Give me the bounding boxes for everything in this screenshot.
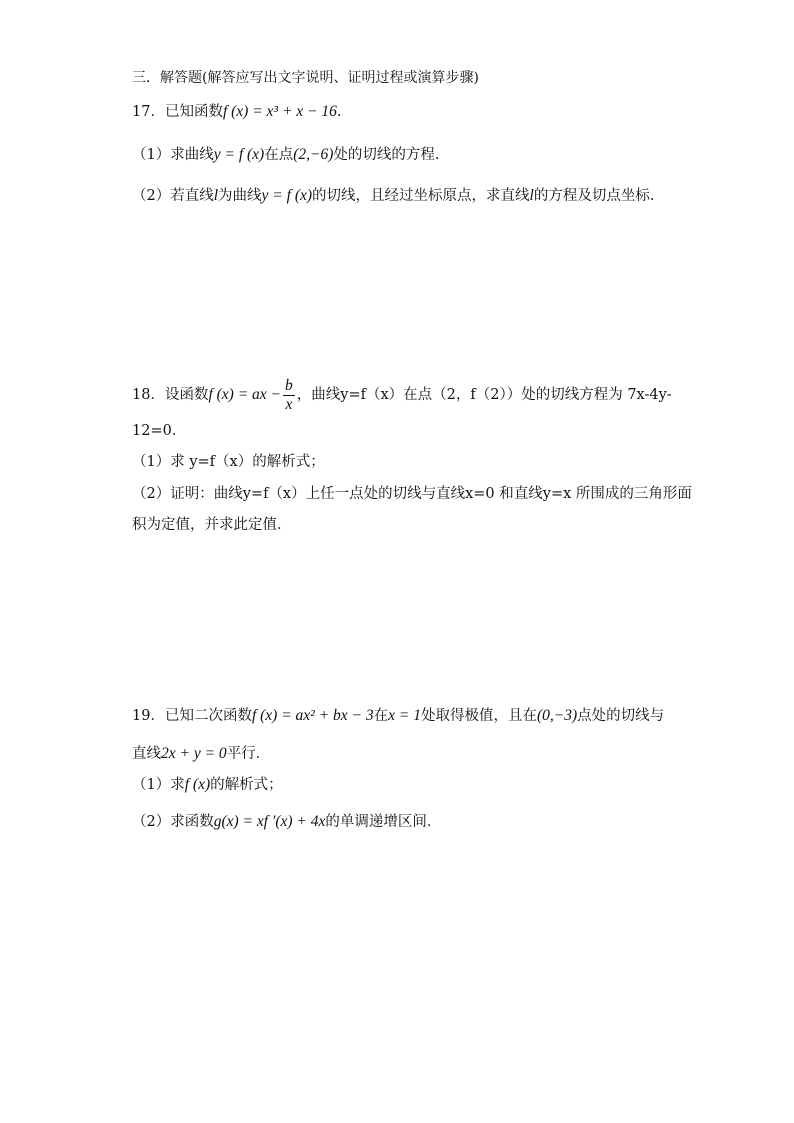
- text: （1）求曲线: [132, 147, 214, 163]
- fraction-numerator: b: [285, 376, 293, 394]
- text: 直线: [132, 746, 161, 762]
- problem-17-stem: [132, 102, 341, 122]
- punct: .: [336, 104, 342, 120]
- math: y = f (x): [261, 187, 313, 204]
- math: (0,−3): [536, 707, 578, 724]
- text: 在: [373, 708, 389, 724]
- problem-19-stem: [132, 706, 664, 726]
- section-heading: 三．解答题(解答应写出文字说明、证明过程或演算步骤): [132, 70, 479, 86]
- text: ，曲线y=f（x）在点（2，f（2））处的切线方程为 7x-4y-: [296, 387, 672, 403]
- problem-18-part-1: （1）求 y=f（x）的解析式；: [132, 454, 325, 470]
- math: l: [529, 187, 534, 204]
- text: 处取得极值，且在: [420, 708, 537, 724]
- text: 的方程及切点坐标.: [533, 188, 655, 204]
- math: y = f (x): [213, 146, 265, 163]
- text: 平行．: [226, 746, 271, 762]
- math: f (x): [184, 776, 211, 793]
- math: 2x + y = 0: [161, 745, 227, 762]
- problem-19-part-2: [132, 812, 441, 832]
- text: 为曲线: [218, 188, 262, 204]
- math: l: [213, 187, 219, 204]
- math: g(x) = xf ′(x) + 4x: [213, 813, 326, 830]
- text: 的切线，且经过坐标原点，求直线: [312, 188, 530, 204]
- problem-19-part-1: [132, 775, 283, 795]
- problem-18-stem: [132, 375, 672, 415]
- problem-19-number: 19．已知二次函数: [132, 708, 252, 724]
- problem-18-number: 18．设函数: [132, 387, 209, 403]
- fraction: [283, 377, 295, 414]
- problem-19-line-2: [132, 744, 270, 764]
- math: x = 1: [388, 707, 421, 724]
- text: （2）若直线: [132, 188, 214, 204]
- problem-17-number: 17．已知函数: [132, 104, 223, 120]
- text: 的单调递增区间．: [325, 814, 442, 830]
- problem-18-part-2-continued: 积为定值，并求此定值．: [132, 517, 292, 533]
- problem-17-part-1: [132, 145, 440, 165]
- text: 的解析式；: [210, 777, 283, 793]
- text: （1）求: [132, 777, 185, 793]
- math: f (x) = ax² + bx − 3: [251, 707, 374, 724]
- problem-17-part-2: [132, 186, 654, 206]
- text: 在点: [264, 147, 294, 163]
- problem-18-part-2: （2）证明：曲线y=f（x）上任一点处的切线与直线x=0 和直线y=x 所围成的三角形面: [132, 486, 692, 502]
- math: f (x) = ax −: [208, 386, 282, 403]
- text: 点处的切线与: [577, 708, 665, 724]
- text: 处的切线的方程.: [333, 147, 440, 163]
- text: （2）求函数: [132, 814, 214, 830]
- fraction-denominator: x: [285, 395, 293, 413]
- problem-18-line-2: 12=0．: [132, 423, 187, 439]
- math: (2,−6): [293, 146, 334, 163]
- problem-17-function: f (x) = x³ + x − 16: [222, 103, 337, 120]
